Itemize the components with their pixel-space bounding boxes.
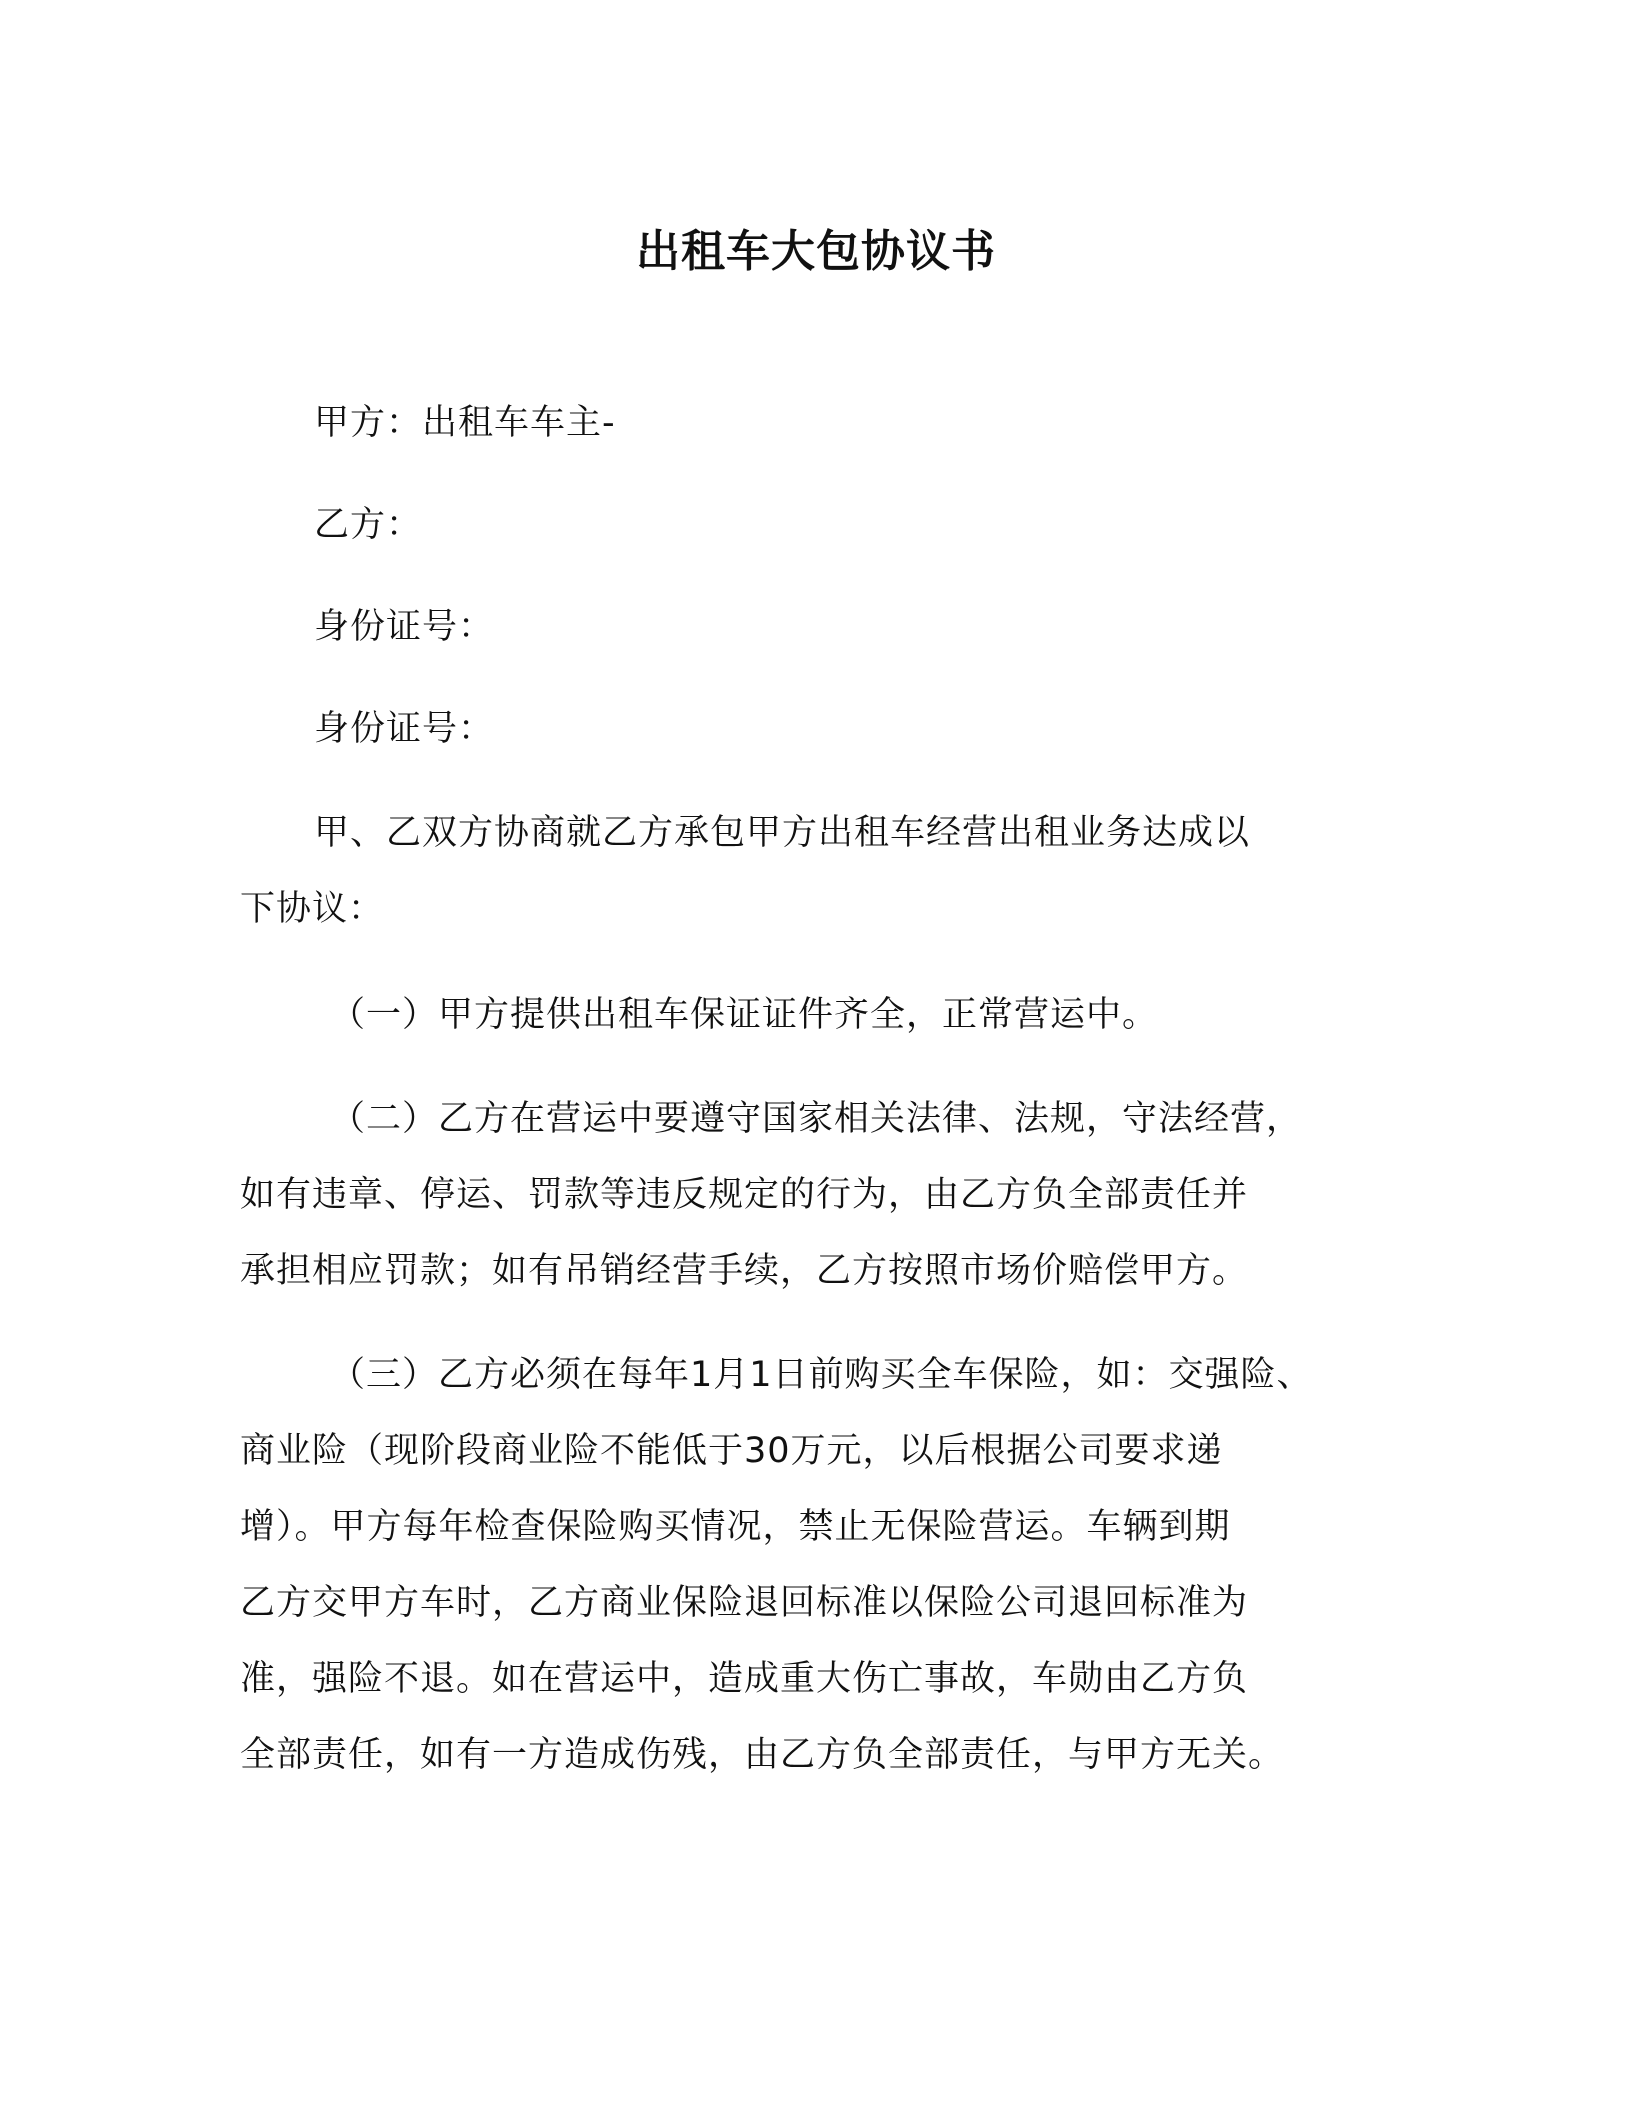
clause-2-line-3: 承担相应罚款；如有吊销经营手续，乙方按照市场价赔偿甲方。: [240, 1251, 1249, 1291]
clause-3-line-2: 商业险（现阶段商业险不能低于30万元，以后根据公司要求递: [240, 1431, 1223, 1471]
clause-2-line-1: （二）乙方在营运中要遵守国家相关法律、法规，守法经营，: [330, 1099, 1303, 1139]
clause-3-line-1: （三）乙方必须在每年1月1日前购买全车保险，如：交强险、: [330, 1355, 1313, 1395]
party-b-line: 乙方：: [314, 505, 423, 545]
clause-1-line-1: （一）甲方提供出租车保证证件齐全，正常营运中。: [330, 995, 1159, 1035]
clause-3-line-6: 全部责任，如有一方造成伤残，由乙方负全部责任，与甲方无关。: [240, 1735, 1285, 1775]
clause-3-line-5: 准，强险不退。如在营运中，造成重大伤亡事故，车勋由乙方负: [240, 1659, 1249, 1699]
id-number-line-2: 身份证号：: [314, 709, 495, 749]
id-number-line-1: 身份证号：: [314, 607, 495, 647]
document-title: 出租车大包协议书: [636, 226, 996, 277]
intro-line-2: 下协议：: [240, 889, 385, 929]
clause-3-line-4: 乙方交甲方车时，乙方商业保险退回标准以保险公司退回标准为: [240, 1583, 1249, 1623]
intro-line-1: 甲、乙双方协商就乙方承包甲方出租车经营出租业务达成以: [314, 813, 1251, 853]
clause-2-line-2: 如有违章、停运、罚款等违反规定的行为，由乙方负全部责任并: [240, 1175, 1249, 1215]
clause-3-line-3: 增）。甲方每年检查保险购买情况，禁止无保险营运。车辆到期: [240, 1507, 1231, 1547]
party-a-line: 甲方：出租车车主-: [314, 403, 616, 443]
